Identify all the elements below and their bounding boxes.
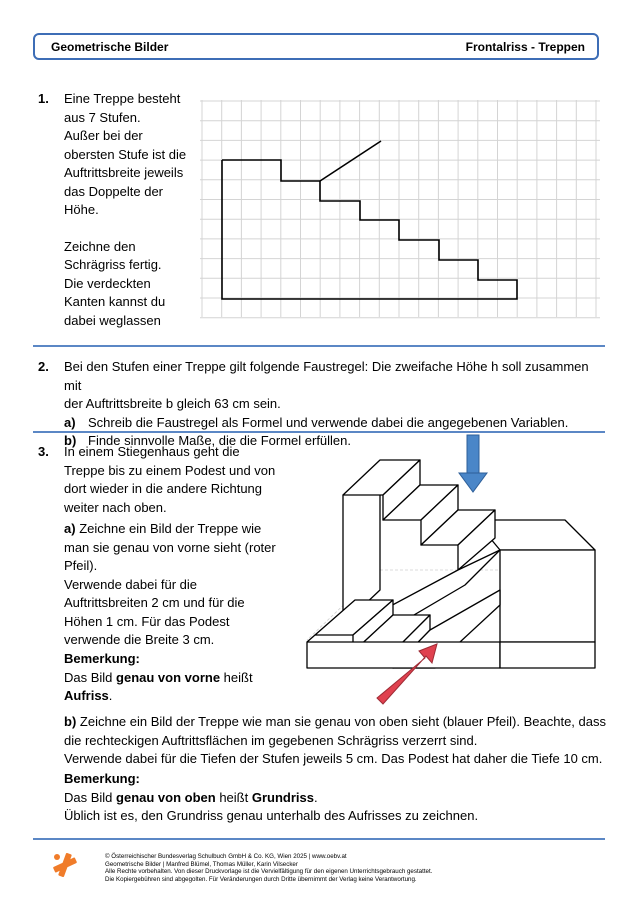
task1-text (64, 90, 186, 330)
task3-line: In einem Stiegenhaus geht die (64, 444, 240, 459)
remark1-text: heißt (220, 669, 253, 685)
remark1-bold: genau von vorne (116, 669, 221, 685)
task1-line: Zeichne den (64, 238, 136, 254)
task1-line: Höhe. (64, 202, 99, 217)
task1-line: aus 7 Stufen. (64, 109, 141, 125)
task3-line: dort wieder in die andere Richtung (64, 481, 263, 496)
staircase-3d-drawing (295, 430, 610, 705)
task3-line: weiter nach oben. (64, 499, 167, 515)
task3-a-line: Höhen 1 cm. Für das Podest (64, 613, 230, 629)
task2-b-text: Finde sinnvolle Maße, die die Formel erfüllen. (88, 433, 352, 448)
remark2-text: heißt (215, 789, 252, 805)
task1-line: Schrägriss fertig. (64, 257, 162, 272)
task1-line: dabei weglassen (64, 312, 161, 328)
task2-line: Bei den Stufen einer Treppe gilt folgende Faustregel: Die zweifache Höhe h soll zusammen mit (64, 359, 589, 393)
task3-a-line: Zeichne ein Bild der Treppe wie (79, 521, 262, 536)
header-subtitle: Frontalriss - Treppen (465, 40, 585, 54)
footer-line: Geometrische Bilder | Manfred Blümel, Thomas Müller, Karin Vilsecker (105, 860, 298, 868)
remark2-title: Bemerkung: (64, 771, 140, 786)
remark2-bold: genau von oben (116, 789, 216, 805)
remark1-term: Aufriss (64, 688, 109, 703)
task3-remark1 (64, 650, 253, 706)
task3-a-line: Verwende dabei für die (64, 576, 197, 592)
task3-b-line: die rechteckigen Auftrittsflächen im gegebenen Schrägriss verzerrt sind. (64, 732, 478, 748)
divider (33, 838, 605, 840)
page-header (33, 33, 599, 60)
task3-a-line: Auftrittsbreiten 2 cm und für die (64, 595, 245, 610)
remark2-term: Grundriss (251, 789, 314, 805)
publisher-logo-icon (52, 852, 78, 878)
blue-arrow (459, 435, 487, 492)
task3-number: 3. (38, 444, 49, 459)
task3-b-label: b) (64, 714, 77, 729)
task3-a-label: a) (64, 521, 76, 536)
task3-intro (64, 443, 275, 517)
footer-text (105, 853, 432, 883)
task3-a-line: verwende die Breite 3 cm. (64, 632, 215, 647)
right-block-side (500, 550, 595, 642)
task3-a (64, 520, 276, 650)
footer-line: Alle Rechte vorbehalten. Von dieser Druckvorlage ist die Vervielfältigung für den eigenen Unterrichtsgebrauch gestattet. (105, 868, 433, 876)
remark2-text: Üblich ist es, den Grundriss genau unterhalb des Aufrisses zu zeichnen. (64, 808, 479, 823)
footer-line: Die Kopiergebühren sind abgegolten. Für Veränderungen durch Dritte übernimmt der Verlag keine Verantwortung. (105, 875, 417, 883)
task2-line: der Auftrittsbreite b gleich 63 cm sein. (64, 396, 281, 411)
task3-b-line: Zeichne ein Bild der Treppe wie man sie genau von oben sieht (blauer Pfeil). Beachte, dass (79, 714, 606, 729)
footer-line: © Österreichischer Bundesverlag Schulbuch GmbH & Co. KG, Wien 2025 | www.oebv.at (105, 853, 347, 860)
task2-a-label: a) (64, 414, 76, 430)
task1-line: obersten Stufe ist die (64, 146, 187, 162)
task1-number: 1. (38, 91, 49, 106)
slant-edge (320, 141, 381, 181)
task1-line: Außer bei der (64, 128, 143, 143)
task1-grid-drawing (195, 95, 605, 320)
front-face (307, 642, 500, 668)
task3-a-line: Pfeil). (64, 558, 98, 573)
task2-number: 2. (38, 359, 49, 374)
task1-line: Die verdeckten (64, 275, 151, 291)
remark2-text: Das Bild (64, 789, 117, 805)
task2-a-text: Schreib die Faustregel als Formel und verwende dabei die angegebenen Variablen. (88, 414, 569, 430)
remark2-text: . (313, 789, 318, 805)
task2-b-label: b) (64, 433, 77, 448)
task1-line: Eine Treppe besteht (64, 91, 181, 106)
remark1-text: Das Bild (64, 669, 117, 685)
task3-b-line: Verwende dabei für die Tiefen der Stufen jeweils 5 cm. Das Podest hat daher die Tiefe 10 cm. (64, 751, 603, 766)
remark1-text: . (108, 688, 113, 703)
task3-line: Treppe bis zu einem Podest und von (64, 462, 276, 478)
task1-line: das Doppelte der (64, 183, 164, 199)
task1-line: Kanten kannst du (64, 294, 166, 309)
task3-remark2 (64, 770, 609, 826)
task3-b (64, 713, 609, 769)
remark1-title: Bemerkung: (64, 651, 140, 666)
task3-a-line: man sie genau von vorne sieht (roter (64, 539, 276, 555)
divider (33, 345, 605, 347)
header-title: Geometrische Bilder (51, 40, 169, 54)
task1-line: Auftrittsbreite jeweils (64, 165, 184, 180)
